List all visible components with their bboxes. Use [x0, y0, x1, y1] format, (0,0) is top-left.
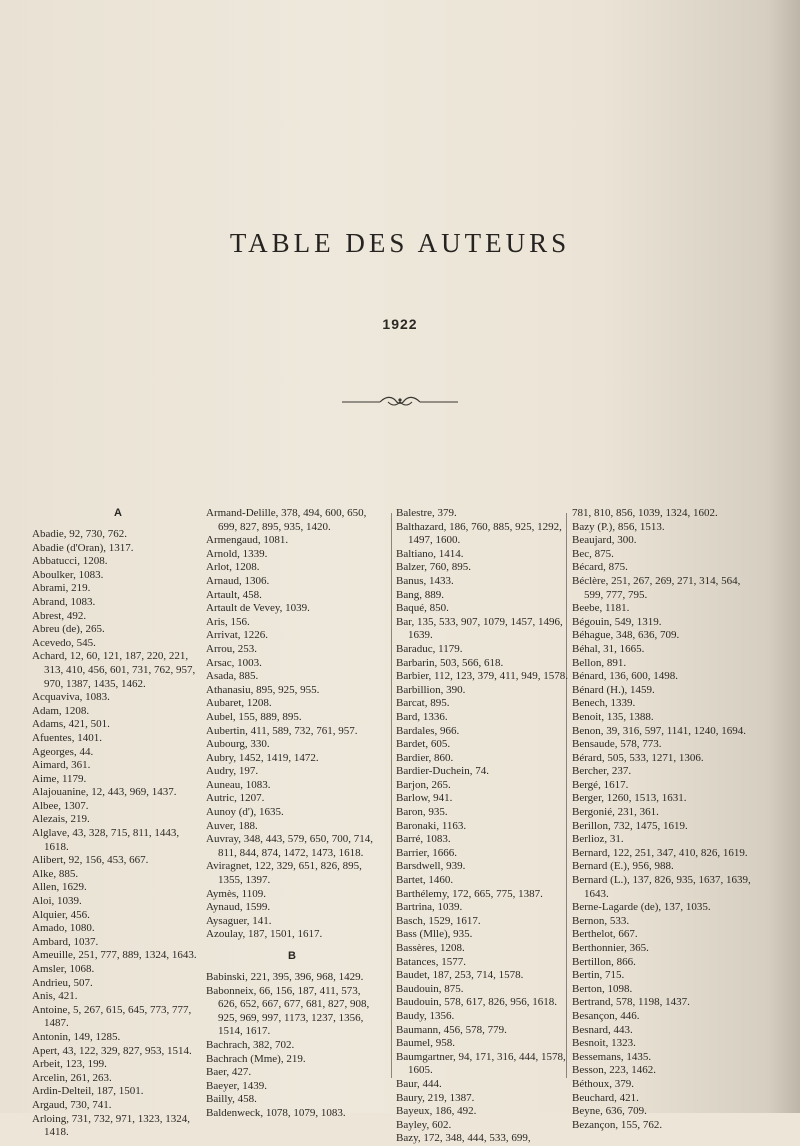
author-entry: Barbillion, 390.	[396, 683, 466, 696]
author-entry: Balzer, 760, 895.	[396, 561, 472, 574]
author-entry: Aubourg, 330.	[206, 738, 270, 751]
author-entry: Baudouin, 578, 617, 826, 956, 1618.	[396, 996, 558, 1009]
author-entry: Baqué, 850.	[396, 602, 449, 615]
author-entry: Baer, 427.	[206, 1066, 252, 1079]
author-entry: Bénard (H.), 1459.	[572, 683, 655, 696]
author-entry: Besnard, 443.	[572, 1023, 633, 1036]
author-entry: Bessemans, 1435.	[572, 1050, 652, 1063]
section-letter-heading: B	[288, 950, 296, 962]
author-entry: Bardet, 605.	[396, 738, 451, 751]
author-entry: Bercher, 237.	[572, 765, 632, 778]
author-entry: Asada, 885.	[206, 670, 259, 683]
year-label: 1922	[382, 316, 418, 332]
author-entry: Bezançon, 155, 762.	[572, 1118, 663, 1131]
author-entry: Bartrina, 1039.	[396, 901, 463, 914]
author-entry: Barré, 1083.	[396, 833, 451, 846]
author-entry: Ameuille, 251, 777, 889, 1324, 1643.	[32, 949, 197, 962]
author-entry: Baumann, 456, 578, 779.	[396, 1023, 507, 1036]
author-entry: Afuentes, 1401.	[32, 731, 102, 744]
author-entry: Bardales, 966.	[396, 724, 460, 737]
author-entry: Abrest, 492.	[32, 609, 87, 622]
author-entry: Arrivat, 1226.	[206, 629, 269, 642]
author-entry: Berger, 1260, 1513, 1631.	[572, 792, 687, 805]
author-entry: Adams, 421, 501.	[32, 718, 110, 731]
author-entry: Aimard, 361.	[32, 759, 91, 772]
author-entry: Babonneix, 66, 156, 187, 411, 573, 626, 652, 667, 677, 681, 827, 908, 925, 969, 997, 1173, 1237, 1356, 1514, 1617.	[206, 984, 370, 1038]
author-entry: Bartet, 1460.	[396, 874, 454, 887]
author-entry: Béhague, 348, 636, 709.	[572, 629, 680, 642]
author-entry: Baltiano, 1414.	[396, 547, 464, 560]
author-entry: Alke, 885.	[32, 867, 79, 880]
author-entry: Bégouin, 549, 1319.	[572, 615, 662, 628]
author-entry: Baumel, 958.	[396, 1037, 455, 1050]
author-entry: Bellon, 891.	[572, 656, 627, 669]
author-entry: Baraduc, 1179.	[396, 642, 463, 655]
author-entry: Bertillon, 866.	[572, 955, 636, 968]
author-entry: Arbeit, 123, 199.	[32, 1058, 107, 1071]
author-entry: Barbier, 112, 123, 379, 411, 949, 1578.	[396, 670, 568, 683]
author-entry: Athanasiu, 895, 925, 955.	[206, 683, 320, 696]
author-entry: Baur, 444.	[396, 1077, 442, 1090]
author-entry: Arloing, 731, 732, 971, 1323, 1324, 1418.	[32, 1112, 190, 1139]
author-entry: Abbatucci, 1208.	[32, 555, 108, 568]
author-entry: Amsler, 1068.	[32, 963, 95, 975]
author-entry: Abadie (d'Oran), 1317.	[32, 541, 134, 554]
author-entry: Bard, 1336.	[396, 710, 448, 723]
author-entry: Artault de Vevey, 1039.	[206, 602, 310, 615]
author-entry: Ardin-Delteil, 187, 1501.	[32, 1085, 144, 1098]
author-entry: Aloi, 1039.	[32, 895, 82, 908]
author-entry: Balestre, 379.	[396, 507, 457, 519]
author-entry: Arrou, 253.	[206, 642, 258, 655]
index-column-4	[572, 507, 758, 1132]
author-entry: Beebe, 1181.	[572, 602, 630, 615]
author-entry: Azoulay, 187, 1501, 1617.	[206, 928, 323, 941]
author-entry: Aymès, 1109.	[206, 887, 266, 900]
author-entry: Achard, 12, 60, 121, 187, 220, 221, 313, 410, 456, 601, 731, 762, 957, 970, 1387, 1435, 1462.	[32, 650, 196, 690]
author-entry: Auver, 188.	[206, 819, 258, 832]
author-entry: Abreu (de), 265.	[32, 623, 105, 636]
author-entry: Aysaguer, 141.	[206, 914, 272, 927]
column-divider	[391, 513, 392, 1078]
author-entry: Barthélemy, 172, 665, 775, 1387.	[396, 887, 543, 900]
ornament-divider-icon	[340, 393, 460, 409]
author-entry: Béthoux, 379.	[572, 1077, 635, 1090]
author-entry: Baldenweck, 1078, 1079, 1083.	[206, 1106, 346, 1119]
author-entry: Balthazard, 186, 760, 885, 925, 1292, 1497, 1600.	[396, 520, 562, 547]
author-entry: Albee, 1307.	[32, 799, 89, 812]
author-entry: Baron, 935.	[396, 806, 448, 819]
author-entry: Abadie, 92, 730, 762.	[32, 528, 128, 540]
author-entry: Aubry, 1452, 1419, 1472.	[206, 751, 319, 764]
author-entry: Bang, 889.	[396, 588, 444, 601]
author-entry: Berthelot, 667.	[572, 928, 638, 941]
author-entry: Bergonié, 231, 361.	[572, 806, 659, 819]
author-entry: Bar, 135, 533, 907, 1079, 1457, 1496, 1639.	[396, 615, 563, 642]
author-entry: Barbarin, 503, 566, 618.	[396, 656, 504, 669]
author-entry: Beyne, 636, 709.	[572, 1105, 647, 1118]
author-entry: Auneau, 1083.	[206, 778, 271, 791]
author-entry: Batances, 1577.	[396, 955, 466, 968]
author-entry: Ageorges, 44.	[32, 745, 94, 758]
author-entry: Alezais, 219.	[32, 813, 90, 826]
author-entry: Acevedo, 545.	[32, 636, 96, 649]
author-entry: Bardier, 860.	[396, 751, 454, 764]
author-entry: Barrier, 1666.	[396, 846, 457, 859]
page-title: TABLE DES AUTEURS	[229, 228, 571, 258]
author-entry: Baury, 219, 1387.	[396, 1091, 475, 1104]
author-entry: Baudy, 1356.	[396, 1009, 455, 1022]
author-entry: Beaujard, 300.	[572, 534, 637, 547]
author-entry: Adam, 1208.	[32, 704, 90, 717]
author-entry: Bernard (L.), 137, 826, 935, 1637, 1639, 1643.	[572, 874, 751, 900]
section-letter-heading: A	[114, 507, 122, 519]
author-entry: Aubertin, 411, 589, 732, 761, 957.	[206, 724, 358, 737]
author-entry: Beuchard, 421.	[572, 1091, 639, 1104]
author-entry: Béclère, 251, 267, 269, 271, 314, 564, 599, 777, 795.	[572, 574, 741, 601]
author-entry: Arsac, 1003.	[206, 656, 262, 669]
author-entry: Aboulker, 1083.	[32, 568, 104, 581]
author-entry: Alibert, 92, 156, 453, 667.	[32, 854, 149, 867]
author-entry: Berlioz, 31.	[572, 833, 624, 846]
author-entry: Alajouanine, 12, 443, 969, 1437.	[32, 786, 177, 799]
author-entry: Bécard, 875.	[572, 561, 628, 574]
author-entry: Bertin, 715.	[572, 969, 625, 982]
author-entry: Arnaud, 1306.	[206, 574, 270, 587]
author-entry: Benon, 39, 316, 597, 1141, 1240, 1694.	[572, 724, 747, 737]
author-entry: Anis, 421.	[32, 990, 78, 1003]
author-entry: Berillon, 732, 1475, 1619.	[572, 819, 688, 832]
author-entry: Auvray, 348, 443, 579, 650, 700, 714, 811, 844, 874, 1472, 1473, 1618.	[206, 833, 374, 859]
author-entry: Benoit, 135, 1388.	[572, 710, 654, 723]
author-entry: Bensaude, 578, 773.	[572, 738, 662, 751]
author-entry: Andrieu, 507.	[32, 976, 93, 989]
author-entry: Alglave, 43, 328, 715, 811, 1443, 1618.	[32, 827, 180, 853]
author-entry: Alquier, 456.	[32, 908, 90, 921]
author-entry: Bertrand, 578, 1198, 1437.	[572, 996, 690, 1009]
author-entry: Argaud, 730, 741.	[32, 1098, 112, 1111]
author-entry: Autric, 1207.	[206, 792, 265, 805]
author-entry: 781, 810, 856, 1039, 1324, 1602.	[572, 507, 718, 519]
author-entry: Aubaret, 1208.	[206, 697, 272, 710]
author-entry: Arnold, 1339.	[206, 547, 268, 560]
index-column-1	[32, 507, 204, 1140]
author-entry: Abrand, 1083.	[32, 595, 96, 608]
author-entry: Arcelin, 261, 263.	[32, 1071, 112, 1084]
author-entry: Antoine, 5, 267, 615, 645, 773, 777, 1487.	[32, 1003, 192, 1030]
author-entry: Barsdwell, 939.	[396, 860, 466, 873]
author-entry: Banus, 1433.	[396, 574, 454, 587]
author-entry: Armand-Delille, 378, 494, 600, 650, 699, 827, 895, 935, 1420.	[206, 507, 367, 533]
author-entry: Aunoy (d'), 1635.	[206, 806, 284, 819]
author-entry: Bass (Mlle), 935.	[396, 928, 473, 941]
index-column-3	[396, 507, 568, 1146]
author-entry: Baudouin, 875.	[396, 982, 464, 995]
author-entry: Arlot, 1208.	[206, 561, 260, 574]
author-entry: Aris, 156.	[206, 615, 250, 628]
author-entry: Bergé, 1617.	[572, 778, 629, 791]
author-entry: Bernard (E.), 956, 988.	[572, 860, 674, 873]
author-entry: Bazy (P.), 856, 1513.	[572, 520, 665, 533]
author-entry: Barlow, 941.	[396, 792, 453, 805]
author-entry: Besson, 223, 1462.	[572, 1064, 657, 1077]
author-entry: Besnoit, 1323.	[572, 1037, 636, 1050]
author-entry: Babinski, 221, 395, 396, 968, 1429.	[206, 971, 364, 983]
author-entry: Béhal, 31, 1665.	[572, 642, 645, 655]
author-entry: Bayeux, 186, 492.	[396, 1105, 477, 1118]
author-entry: Baeyer, 1439.	[206, 1079, 267, 1092]
author-entry: Berton, 1098.	[572, 982, 633, 995]
author-entry: Bailly, 458.	[206, 1093, 257, 1106]
author-entry: Bernard, 122, 251, 347, 410, 826, 1619.	[572, 846, 748, 859]
author-entry: Audry, 197.	[206, 765, 259, 778]
author-entry: Apert, 43, 122, 329, 827, 953, 1514.	[32, 1044, 192, 1057]
author-entry: Bachrach (Mme), 219.	[206, 1052, 306, 1065]
author-entry: Baudet, 187, 253, 714, 1578.	[396, 969, 524, 982]
author-entry: Aubel, 155, 889, 895.	[206, 710, 302, 723]
author-entry: Bassères, 1208.	[396, 942, 465, 954]
author-entry: Benech, 1339.	[572, 697, 636, 710]
author-entry: Bec, 875.	[572, 547, 614, 560]
author-entry: Besançon, 446.	[572, 1009, 640, 1022]
author-entry: Artault, 458.	[206, 588, 262, 601]
index-column-2	[206, 507, 378, 1121]
author-entry: Bérard, 505, 533, 1271, 1306.	[572, 751, 704, 764]
author-entry: Aviragnet, 122, 329, 651, 826, 895, 1355, 1397.	[206, 860, 362, 887]
author-entry: Aynaud, 1599.	[206, 901, 271, 914]
author-entry: Bénard, 136, 600, 1498.	[572, 670, 679, 683]
author-entry: Abrami, 219.	[32, 582, 91, 595]
author-entry: Basch, 1529, 1617.	[396, 914, 481, 927]
author-entry: Baronaki, 1163.	[396, 819, 467, 832]
author-entry: Allen, 1629.	[32, 881, 87, 894]
author-entry: Bernon, 533.	[572, 914, 630, 927]
author-entry: Baumgartner, 94, 171, 316, 444, 1578, 1605.	[396, 1050, 566, 1077]
author-entry: Bazy, 172, 348, 444, 533, 699,	[396, 1132, 531, 1145]
author-entry: Acquaviva, 1083.	[32, 691, 110, 704]
author-entry: Antonin, 149, 1285.	[32, 1030, 121, 1043]
author-entry: Berne-Lagarde (de), 137, 1035.	[572, 901, 711, 914]
author-entry: Ambard, 1037.	[32, 935, 99, 948]
author-entry: Barcat, 895.	[396, 697, 450, 710]
author-entry: Barjon, 265.	[396, 778, 451, 791]
author-entry: Armengaud, 1081.	[206, 534, 289, 547]
author-entry: Bardier-Duchein, 74.	[396, 765, 489, 778]
author-entry: Amado, 1080.	[32, 922, 95, 935]
author-entry: Aime, 1179.	[32, 772, 87, 785]
author-entry: Bachrach, 382, 702.	[206, 1038, 295, 1051]
author-entry: Bayley, 602.	[396, 1118, 452, 1131]
author-entry: Berthonnier, 365.	[572, 942, 649, 954]
